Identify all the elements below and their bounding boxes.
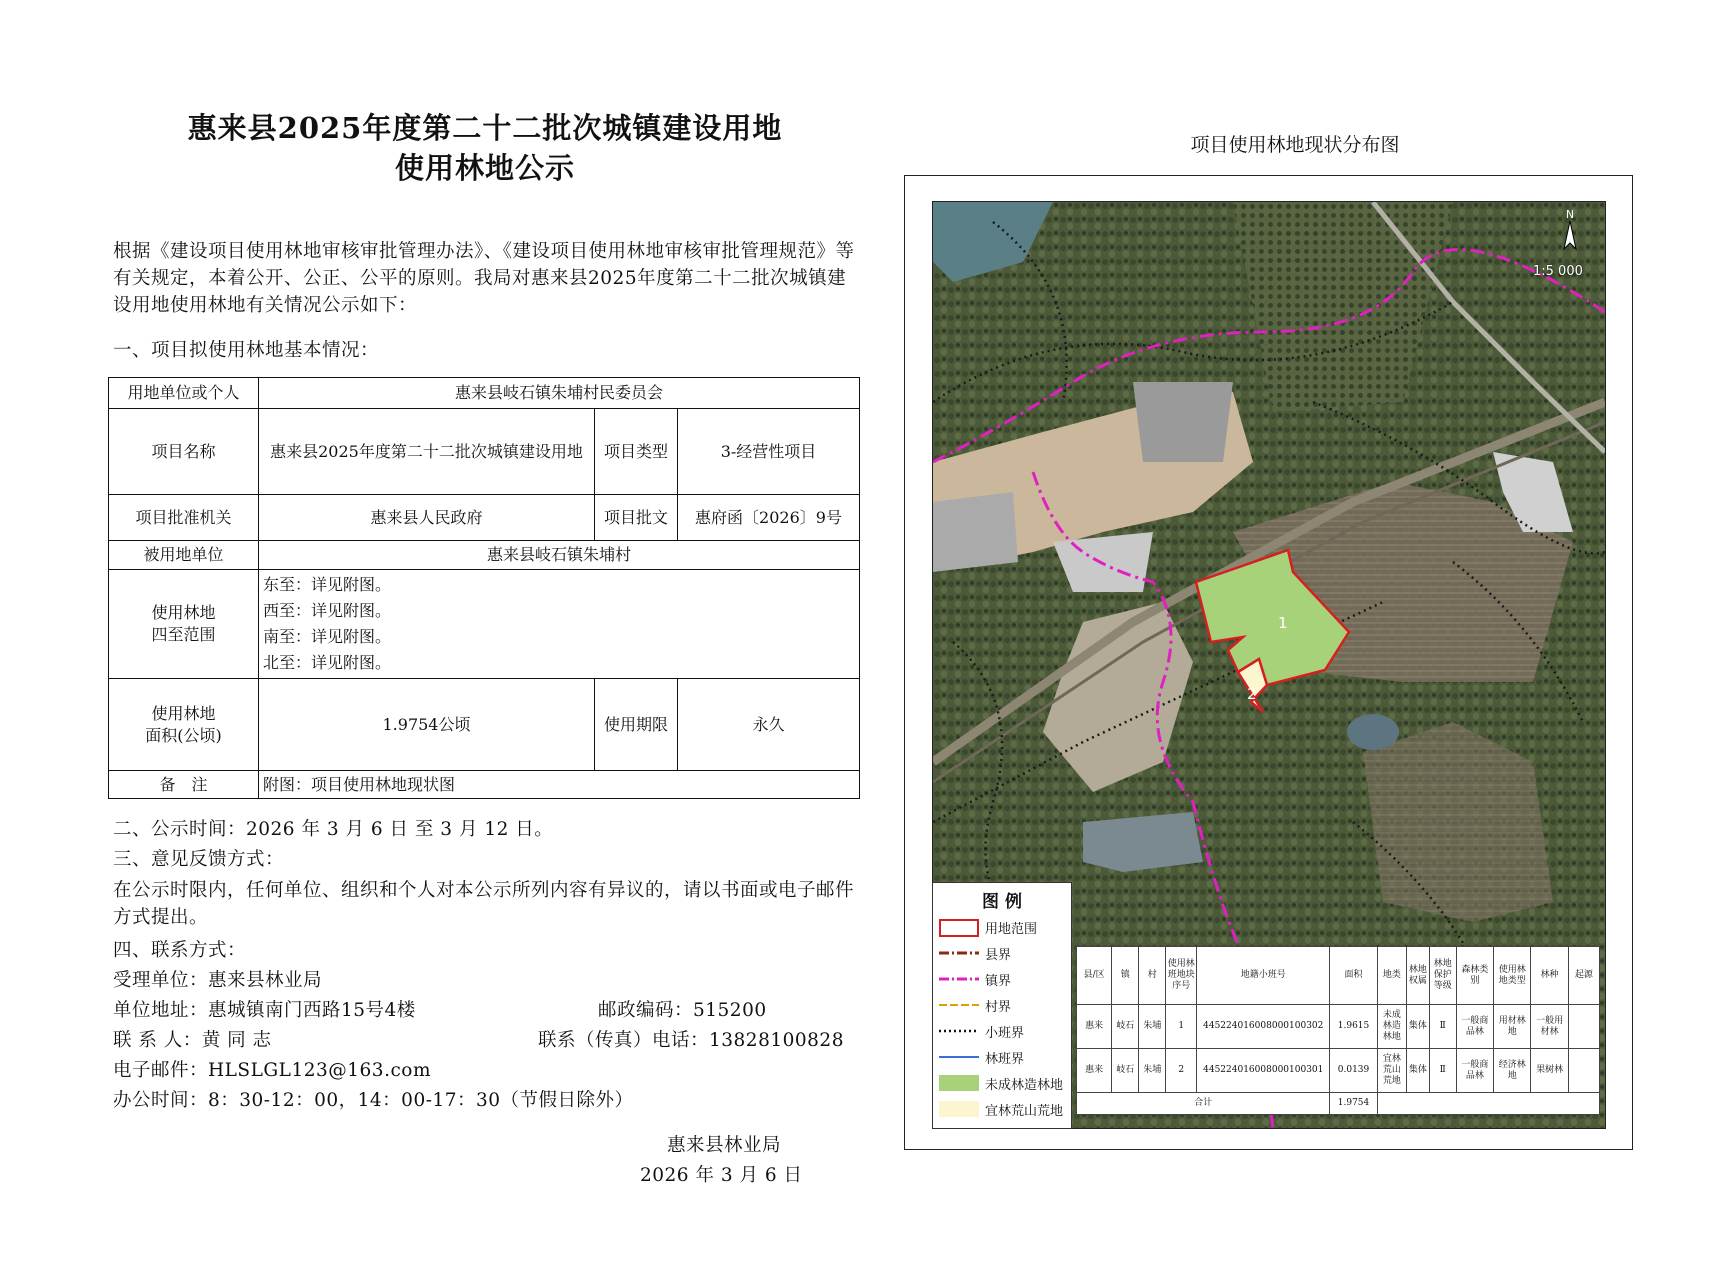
legend-village-icon (939, 997, 979, 1013)
project-info-table (108, 377, 860, 799)
attr-cell: 岐石 (1112, 1049, 1139, 1093)
attr-cell: 惠来 (1077, 1049, 1112, 1093)
attr-cell: Ⅱ (1429, 1005, 1456, 1049)
boundary-west: 西至：详见附图。 (263, 601, 392, 620)
approval-doc-label: 项目批文 (595, 495, 678, 541)
area-label: 使用林地 面积(公顷) (109, 679, 259, 771)
legend-village: 村界 (985, 999, 1012, 1015)
boundary-values (259, 570, 860, 679)
attr-cell: 朱埔 (1139, 1005, 1166, 1049)
attr-header: 县/区 (1077, 947, 1112, 1005)
contact-person: 联 系 人：黄 同 志 (113, 1030, 272, 1051)
attr-cell: 一般商品林 (1456, 1005, 1493, 1049)
attr-cell: 一般用材林 (1531, 1005, 1568, 1049)
attr-cell (1568, 1049, 1599, 1093)
parcel-attribute-table (1076, 946, 1600, 1115)
section-2-publicity-time: 二、公示时间：2026 年 3 月 6 日 至 3 月 12 日。 (113, 819, 554, 840)
legend-compartment: 林班界 (985, 1051, 1025, 1067)
legend-barren: 宜林荒山荒地 (985, 1103, 1064, 1119)
contact-postcode: 邮政编码：515200 (598, 1000, 767, 1021)
table-row (1077, 1093, 1600, 1115)
table-row (1077, 1005, 1600, 1049)
period-value: 永久 (678, 679, 860, 771)
attr-cell (1568, 1005, 1599, 1049)
section-3-heading: 三、意见反馈方式： (113, 849, 285, 870)
attr-header: 地籍小班号 (1197, 947, 1330, 1005)
boundary-east: 东至：详见附图。 (263, 575, 392, 594)
attr-header: 使用林地类型 (1494, 947, 1531, 1005)
attr-cell: 宜林荒山荒地 (1377, 1049, 1406, 1093)
signature-org: 惠来县林业局 (667, 1135, 782, 1156)
attr-cell: 集体 (1406, 1049, 1429, 1093)
section-4-heading: 四、联系方式： (113, 940, 247, 961)
contact-email[interactable]: 电子邮件：HLSLGL123@163.com (113, 1060, 431, 1081)
attr-header: 起源 (1568, 947, 1599, 1005)
attr-cell: 果树林 (1531, 1049, 1568, 1093)
project-name-value: 惠来县2025年度第二十二批次城镇建设用地 (259, 409, 595, 495)
legend-county-icon (939, 945, 979, 961)
attr-header: 林种 (1531, 947, 1568, 1005)
contact-address: 单位地址：惠城镇南门西路15号4楼 (113, 1000, 416, 1021)
attr-cell: 惠来 (1077, 1005, 1112, 1049)
land-unit-label: 被用地单位 (109, 541, 259, 570)
attr-header: 面积 (1330, 947, 1378, 1005)
attr-cell: 0.0139 (1330, 1049, 1378, 1093)
contact-unit: 受理单位：惠来县林业局 (113, 970, 323, 991)
attr-total-label: 合计 (1077, 1093, 1330, 1115)
parcel-2-label: 2 (1247, 685, 1257, 703)
signature-date: 2026 年 3 月 6 日 (640, 1165, 803, 1186)
attr-cell: 朱埔 (1139, 1049, 1166, 1093)
attr-header: 林地保护等级 (1429, 947, 1456, 1005)
user-value: 惠来县岐石镇朱埔村民委员会 (259, 378, 860, 409)
user-label: 用地单位或个人 (109, 378, 259, 409)
boundary-label: 使用林地 四至范围 (109, 570, 259, 679)
attr-cell: 445224016008000100301 (1197, 1049, 1330, 1093)
attr-cell: 经济林地 (1494, 1049, 1531, 1093)
attr-cell: 用材林地 (1494, 1005, 1531, 1049)
legend-boundary-icon (939, 919, 979, 935)
legend-boundary: 用地范围 (985, 921, 1038, 937)
attr-cell: Ⅱ (1429, 1049, 1456, 1093)
project-type-value: 3-经营性项目 (678, 409, 860, 495)
section-1-heading: 一、项目拟使用林地基本情况： (113, 340, 380, 361)
legend-compartment-icon (939, 1049, 979, 1065)
contact-phone: 联系（传真）电话：13828100828 (538, 1030, 844, 1051)
legend-unforested: 未成林造林地 (985, 1077, 1064, 1093)
legend-unforested-icon (939, 1075, 979, 1091)
attr-cell: 1 (1166, 1005, 1197, 1049)
page-title: 惠来县2025年度第二十二批次城镇建设用地 (187, 111, 783, 145)
boundary-north: 北至：详见附图。 (263, 653, 392, 672)
legend-barren-icon (939, 1101, 979, 1117)
attr-header-row (1077, 947, 1600, 1005)
remark-label: 备 注 (109, 771, 259, 799)
attr-cell: 1.9615 (1330, 1005, 1378, 1049)
feedback-paragraph: 在公示时限内，任何单位、组织和个人对本公示所列内容有异议的，请以书面或电子邮件方式提出。 (113, 880, 855, 928)
approval-org-value: 惠来县人民政府 (259, 495, 595, 541)
attr-cell: 岐石 (1112, 1005, 1139, 1049)
project-type-label: 项目类型 (595, 409, 678, 495)
attr-header: 镇 (1112, 947, 1139, 1005)
attr-cell: 未成林造林地 (1377, 1005, 1406, 1049)
attr-total-empty (1377, 1093, 1599, 1115)
attr-cell: 445224016008000100302 (1197, 1005, 1330, 1049)
intro-paragraph: 根据《建设项目使用林地审核审批管理办法》、《建设项目使用林地审核审批管理规范》等有关规定，本着公开、公正、公平的原则。我局对惠来县2025年度第二十二批次城镇建设用地使用林地有关情况公示如下： (113, 241, 855, 316)
attr-header: 村 (1139, 947, 1166, 1005)
attr-total-value: 1.9754 (1330, 1093, 1378, 1115)
boundary-south: 南至：详见附图。 (263, 627, 392, 646)
approval-org-label: 项目批准机关 (109, 495, 259, 541)
approval-doc-value: 惠府函〔2026〕9号 (678, 495, 860, 541)
legend-town: 镇界 (985, 973, 1012, 989)
parcel-1-label: 1 (1278, 614, 1288, 632)
scale-label: 1:5 000 (1533, 264, 1583, 279)
attr-header: 森林类别 (1456, 947, 1493, 1005)
legend-town-icon (939, 971, 979, 987)
attr-header: 使用林班地块序号 (1166, 947, 1197, 1005)
legend-subcompartment-icon (939, 1023, 979, 1039)
north-arrow-icon: N (1558, 208, 1582, 257)
project-name-label: 项目名称 (109, 409, 259, 495)
period-label: 使用期限 (595, 679, 678, 771)
map-caption: 项目使用林地现状分布图 (1190, 134, 1400, 156)
contact-hours: 办公时间：8：30-12：00，14：00-17：30（节假日除外） (113, 1090, 634, 1111)
legend-title: 图 例 (982, 892, 1022, 912)
attr-header: 地类 (1377, 947, 1406, 1005)
map-legend (932, 882, 1072, 1129)
legend-county: 县界 (985, 947, 1012, 963)
page-subtitle: 使用林地公示 (394, 151, 575, 185)
attr-header: 林地权属 (1406, 947, 1429, 1005)
attr-cell: 集体 (1406, 1005, 1429, 1049)
land-unit-value: 惠来县岐石镇朱埔村 (259, 541, 860, 570)
remark-value: 附图：项目使用林地现状图 (259, 771, 860, 799)
table-row (1077, 1049, 1600, 1093)
attr-cell: 一般商品林 (1456, 1049, 1493, 1093)
area-value: 1.9754公顷 (259, 679, 595, 771)
legend-subcompartment: 小班界 (985, 1025, 1025, 1041)
attr-cell: 2 (1166, 1049, 1197, 1093)
